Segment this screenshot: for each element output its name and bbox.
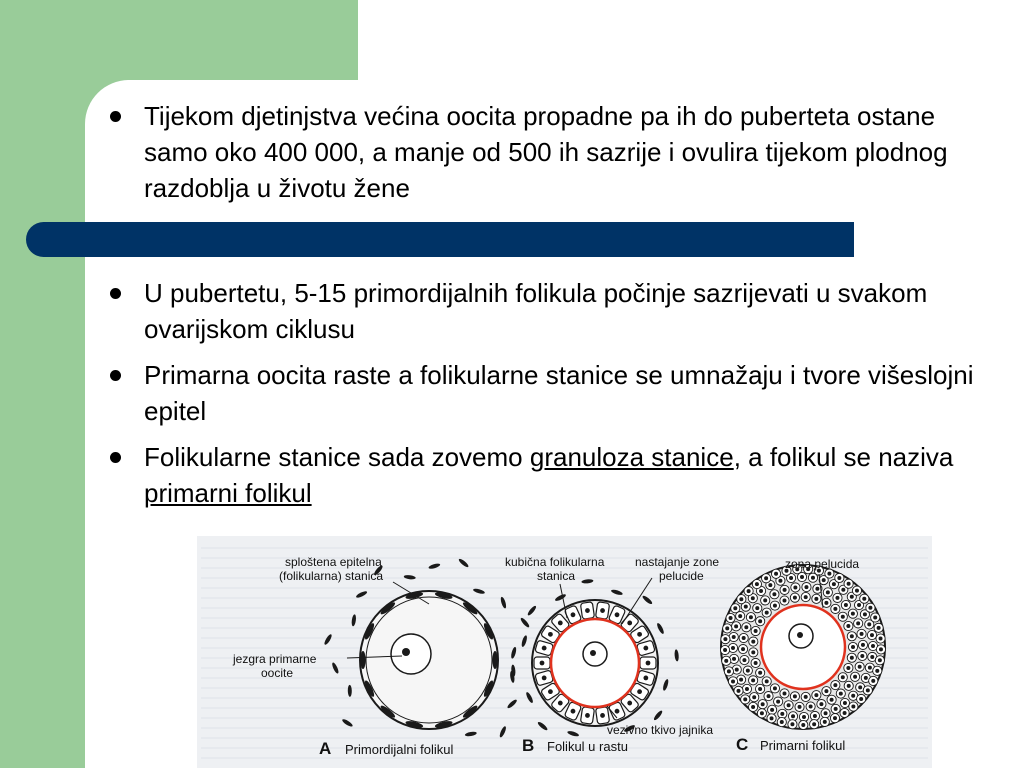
- divider-bar: [26, 222, 854, 257]
- granulosa-cell-nucleus: [754, 661, 758, 665]
- granulosa-cell-nucleus: [732, 635, 736, 639]
- granulosa-cell-nucleus: [727, 669, 731, 673]
- granulosa-cell-nucleus: [855, 589, 859, 593]
- granulosa-cell-nucleus: [765, 611, 769, 615]
- granulosa-cell-nucleus: [822, 578, 826, 582]
- granulosa-cell-nucleus: [841, 588, 845, 592]
- label-zona-forming-1: nastajanje zone: [635, 555, 720, 569]
- granulosa-cell-nucleus: [834, 707, 838, 711]
- label-cuboidal-2: stanica: [537, 569, 576, 583]
- granulosa-cell-nucleus: [851, 705, 855, 709]
- granulosa-cell-nucleus: [873, 616, 877, 620]
- follicle-b: [511, 579, 679, 738]
- granulosa-cell-nucleus: [804, 585, 808, 589]
- cuboidal-cell-nucleus: [542, 646, 547, 651]
- term-primarni-folikul: primarni folikul: [144, 478, 312, 508]
- stromal-cell: [537, 721, 549, 732]
- granulosa-cell-nucleus: [793, 694, 797, 698]
- granulosa-cell-nucleus: [751, 596, 755, 600]
- bullet-text: U pubertetu, 5-15 primordijalnih folikula počinje sazrijevati u svakom ovarijskom ciklusu: [144, 278, 928, 344]
- stromal-cell: [567, 730, 580, 737]
- granulosa-cell-nucleus: [778, 579, 782, 583]
- granulosa-cell-nucleus: [847, 582, 851, 586]
- granulosa-cell-nucleus: [738, 614, 742, 618]
- granulosa-cell-nucleus: [758, 619, 762, 623]
- granulosa-cell-nucleus: [851, 645, 855, 649]
- granulosa-cell-nucleus: [847, 684, 851, 688]
- granulosa-cell-nucleus: [783, 588, 787, 592]
- bullet-dot-icon: [110, 452, 121, 463]
- granulosa-cell-nucleus: [739, 678, 743, 682]
- follicle-a-nucleolus: [402, 648, 410, 656]
- granulosa-cell-nucleus: [843, 711, 847, 715]
- granulosa-cell-nucleus: [752, 695, 756, 699]
- granulosa-cell-nucleus: [879, 647, 883, 651]
- follicle-diagram: [197, 536, 932, 768]
- caption-c-text: Primarni folikul: [760, 738, 846, 753]
- granulosa-cell-nucleus: [780, 712, 784, 716]
- granulosa-cell-nucleus: [754, 629, 758, 633]
- bullet-text-pre: Folikularne stanice sada zovemo: [144, 442, 530, 472]
- granulosa-cell-nucleus: [798, 705, 802, 709]
- granulosa-cell-nucleus: [742, 636, 746, 640]
- granulosa-cell-nucleus: [723, 648, 727, 652]
- granulosa-cell-nucleus: [755, 582, 759, 586]
- granulosa-cell-nucleus: [772, 592, 776, 596]
- granulosa-cell-nucleus: [868, 606, 872, 610]
- caption-c-letter: C: [736, 735, 749, 754]
- granulosa-cell-nucleus: [749, 615, 753, 619]
- bullet-list-bottom: [100, 275, 1012, 521]
- granulosa-cell-nucleus: [824, 711, 828, 715]
- granulosa-cell-nucleus: [850, 634, 854, 638]
- follicle-figure: [197, 536, 932, 768]
- bullet-list-top: [100, 98, 1000, 206]
- granulosa-cell-nucleus: [875, 669, 879, 673]
- label-zona-forming-2: pelucide: [659, 569, 704, 583]
- label-flat-cell-1: sploštena epitelna: [285, 555, 382, 569]
- bullet-item: [100, 98, 1000, 206]
- granulosa-cell-nucleus: [793, 596, 797, 600]
- granulosa-cell-nucleus: [813, 714, 817, 718]
- cuboidal-cell-nucleus: [615, 612, 620, 617]
- granulosa-cell-nucleus: [801, 723, 805, 727]
- flat-epithelial-cell: [492, 651, 497, 669]
- granulosa-cell-nucleus: [827, 572, 831, 576]
- granulosa-cell-nucleus: [837, 576, 841, 580]
- cuboidal-cell-nucleus: [548, 689, 553, 694]
- caption-a-letter: A: [319, 739, 332, 758]
- stromal-cell: [641, 595, 653, 606]
- granulosa-cell-nucleus: [767, 694, 771, 698]
- label-zona: zona pelucida: [785, 557, 860, 571]
- stromal-cell: [527, 605, 538, 617]
- granulosa-cell-nucleus: [800, 575, 804, 579]
- granulosa-cell-nucleus: [735, 668, 739, 672]
- follicle-c: [720, 565, 885, 730]
- granulosa-cell-nucleus: [871, 679, 875, 683]
- granulosa-cell-nucleus: [824, 601, 828, 605]
- cuboidal-cell-nucleus: [646, 661, 651, 666]
- stromal-cell: [404, 574, 416, 579]
- follicle-c-nucleolus: [797, 632, 803, 638]
- granulosa-cell-nucleus: [870, 633, 874, 637]
- flat-epithelial-cell: [360, 651, 365, 669]
- granulosa-cell-nucleus: [802, 715, 806, 719]
- granulosa-cell-nucleus: [746, 669, 750, 673]
- granulosa-cell-nucleus: [731, 679, 735, 683]
- granulosa-cell-nucleus: [844, 603, 848, 607]
- granulosa-cell-nucleus: [850, 595, 854, 599]
- label-cuboidal-1: kubična folikularna: [505, 555, 605, 569]
- cuboidal-cell-nucleus: [558, 621, 563, 626]
- bullet-dot-icon: [110, 370, 121, 381]
- caption-a-text: Primordijalni folikul: [345, 742, 454, 757]
- cuboidal-cell-nucleus: [627, 621, 632, 626]
- cuboidal-cell-nucleus: [542, 676, 547, 681]
- granulosa-cell-nucleus: [819, 702, 823, 706]
- cuboidal-cell-nucleus: [643, 676, 648, 681]
- granulosa-cell-nucleus: [751, 678, 755, 682]
- granulosa-cell-nucleus: [862, 597, 866, 601]
- granulosa-cell-nucleus: [877, 626, 881, 630]
- granulosa-cell-nucleus: [724, 659, 728, 663]
- term-granuloza-stanice: granuloza stanice: [529, 442, 734, 472]
- granulosa-cell-nucleus: [739, 597, 743, 601]
- granulosa-cell-nucleus: [835, 596, 839, 600]
- granulosa-cell-nucleus: [755, 606, 759, 610]
- bullet-item: [100, 439, 1012, 511]
- granulosa-cell-nucleus: [741, 647, 745, 651]
- granulosa-cell-nucleus: [878, 658, 882, 662]
- granulosa-cell-nucleus: [843, 701, 847, 705]
- granulosa-cell-nucleus: [851, 694, 855, 698]
- granulosa-cell-nucleus: [774, 572, 778, 576]
- granulosa-cell-nucleus: [732, 657, 736, 661]
- granulosa-cell-nucleus: [863, 612, 867, 616]
- granulosa-cell-nucleus: [791, 714, 795, 718]
- follicle-b-nucleolus: [590, 650, 596, 656]
- stromal-cell: [458, 558, 470, 569]
- cuboidal-cell-nucleus: [585, 608, 590, 613]
- cuboidal-cell-nucleus: [571, 709, 576, 714]
- granulosa-cell-nucleus: [789, 576, 793, 580]
- granulosa-cell-nucleus: [864, 676, 868, 680]
- granulosa-cell-nucleus: [761, 702, 765, 706]
- granulosa-cell-nucleus: [833, 716, 837, 720]
- granulosa-cell-nucleus: [824, 689, 828, 693]
- caption-b-text: Folikul u rastu: [547, 739, 628, 754]
- granulosa-cell-nucleus: [782, 599, 786, 603]
- granulosa-cell-nucleus: [768, 583, 772, 587]
- granulosa-cell-nucleus: [760, 711, 764, 715]
- stromal-cell: [521, 635, 528, 648]
- granulosa-cell-nucleus: [867, 622, 871, 626]
- granulosa-cell-nucleus: [751, 705, 755, 709]
- cuboidal-cell-nucleus: [571, 612, 576, 617]
- granulosa-cell-nucleus: [879, 637, 883, 641]
- granulosa-cell-nucleus: [830, 698, 834, 702]
- granulosa-cell-nucleus: [858, 665, 862, 669]
- granulosa-cell-nucleus: [745, 687, 749, 691]
- granulosa-cell-nucleus: [832, 582, 836, 586]
- caption-b-letter: B: [522, 736, 535, 755]
- granulosa-cell-nucleus: [764, 576, 768, 580]
- granulosa-cell-nucleus: [780, 720, 784, 724]
- stromal-cell: [581, 579, 593, 584]
- granulosa-cell-nucleus: [833, 683, 837, 687]
- stromal-cell: [520, 617, 531, 629]
- granulosa-cell-nucleus: [856, 621, 860, 625]
- granulosa-cell-nucleus: [763, 598, 767, 602]
- cuboidal-cell-nucleus: [600, 713, 605, 718]
- cuboidal-cell-nucleus: [615, 709, 620, 714]
- cuboidal-cell-nucleus: [558, 701, 563, 706]
- granulosa-cell-nucleus: [858, 685, 862, 689]
- granulosa-cell-nucleus: [815, 587, 819, 591]
- stromal-cell: [465, 731, 477, 737]
- granulosa-cell-nucleus: [737, 689, 741, 693]
- stromal-cell: [341, 718, 353, 728]
- granulosa-cell-nucleus: [765, 679, 769, 683]
- granulosa-cell-nucleus: [787, 703, 791, 707]
- granulosa-cell-nucleus: [857, 603, 861, 607]
- granulosa-cell-nucleus: [853, 675, 857, 679]
- granulosa-cell-nucleus: [758, 687, 762, 691]
- follicle-a-nucleus: [391, 634, 431, 674]
- granulosa-cell-nucleus: [729, 616, 733, 620]
- granulosa-cell-nucleus: [759, 589, 763, 593]
- granulosa-cell-nucleus: [744, 625, 748, 629]
- stromal-cell: [674, 649, 679, 661]
- bullet-item: [100, 275, 1012, 347]
- granulosa-cell-nucleus: [846, 666, 850, 670]
- granulosa-cell-nucleus: [814, 597, 818, 601]
- stromal-cell: [653, 709, 664, 721]
- granulosa-cell-nucleus: [866, 688, 870, 692]
- granulosa-cell-nucleus: [770, 716, 774, 720]
- granulosa-cell-nucleus: [742, 658, 746, 662]
- label-flat-cell-2: (folikularna) stanica: [279, 569, 384, 583]
- cuboidal-cell-nucleus: [637, 632, 642, 637]
- granulosa-cell-nucleus: [823, 720, 827, 724]
- stromal-cell: [348, 685, 352, 697]
- granulosa-cell-nucleus: [804, 595, 808, 599]
- granulosa-cell-nucleus: [744, 605, 748, 609]
- granulosa-cell-nucleus: [725, 626, 729, 630]
- stromal-cell: [662, 679, 669, 692]
- granulosa-cell-nucleus: [790, 722, 794, 726]
- granulosa-cell-nucleus: [868, 666, 872, 670]
- granulosa-cell-nucleus: [850, 656, 854, 660]
- granulosa-cell-nucleus: [809, 705, 813, 709]
- granulosa-cell-nucleus: [734, 624, 738, 628]
- granulosa-cell-nucleus: [841, 675, 845, 679]
- cuboidal-cell-nucleus: [637, 689, 642, 694]
- granulosa-cell-nucleus: [747, 589, 751, 593]
- granulosa-cell-nucleus: [773, 686, 777, 690]
- stromal-cell: [473, 588, 486, 595]
- granulosa-cell-nucleus: [860, 654, 864, 658]
- stromal-cell: [428, 563, 441, 570]
- cuboidal-cell-nucleus: [643, 646, 648, 651]
- granulosa-cell-nucleus: [851, 612, 855, 616]
- bullet-text-mid: , a folikul se naziva: [733, 442, 954, 472]
- label-nucleus-2: oocite: [261, 666, 294, 680]
- granulosa-cell-nucleus: [731, 646, 735, 650]
- label-connective: vezivno tkivo jajnika: [607, 723, 714, 737]
- granulosa-cell-nucleus: [841, 615, 845, 619]
- granulosa-cell-nucleus: [743, 697, 747, 701]
- granulosa-cell-nucleus: [870, 655, 874, 659]
- granulosa-cell-nucleus: [814, 693, 818, 697]
- bullet-text: Primarna oocita raste a folikularne stanice se umnažaju i tvore višeslojni epitel: [144, 360, 974, 426]
- granulosa-cell-nucleus: [811, 576, 815, 580]
- granulosa-cell-nucleus: [859, 697, 863, 701]
- granulosa-cell-nucleus: [758, 671, 762, 675]
- granulosa-cell-nucleus: [782, 691, 786, 695]
- granulosa-cell-nucleus: [826, 590, 830, 594]
- bullet-item: [100, 357, 1012, 429]
- bullet-text: Tijekom djetinjstva većina oocita propadne pa ih do puberteta ostane samo oko 400 000, a manje od 500 ih sazrije i ovulira tijekom plodnog razdoblja u životu žene: [144, 101, 948, 203]
- granulosa-cell-nucleus: [871, 644, 875, 648]
- granulosa-cell-nucleus: [723, 637, 727, 641]
- bullet-dot-icon: [110, 288, 121, 299]
- cuboidal-cell-nucleus: [600, 608, 605, 613]
- bullet-dot-icon: [110, 111, 121, 122]
- granulosa-cell-nucleus: [793, 585, 797, 589]
- granulosa-cell-nucleus: [846, 624, 850, 628]
- granulosa-cell-nucleus: [833, 607, 837, 611]
- granulosa-cell-nucleus: [733, 606, 737, 610]
- cuboidal-cell-nucleus: [627, 701, 632, 706]
- granulosa-cell-nucleus: [770, 708, 774, 712]
- stromal-cell: [611, 589, 624, 596]
- cuboidal-cell-nucleus: [585, 713, 590, 718]
- granulosa-cell-nucleus: [776, 700, 780, 704]
- granulosa-cell-nucleus: [839, 692, 843, 696]
- stromal-cell: [499, 725, 508, 738]
- cuboidal-cell-nucleus: [540, 661, 545, 666]
- granulosa-cell-nucleus: [751, 640, 755, 644]
- label-nucleus-1: jezgra primarne: [233, 652, 317, 666]
- cuboidal-cell-nucleus: [548, 632, 553, 637]
- stromal-cell: [323, 633, 333, 645]
- granulosa-cell-nucleus: [773, 604, 777, 608]
- granulosa-cell-nucleus: [861, 643, 865, 647]
- granulosa-cell-nucleus: [860, 632, 864, 636]
- granulosa-cell-nucleus: [751, 650, 755, 654]
- granulosa-cell-nucleus: [804, 695, 808, 699]
- stromal-cell: [351, 614, 357, 626]
- granulosa-cell-nucleus: [812, 722, 816, 726]
